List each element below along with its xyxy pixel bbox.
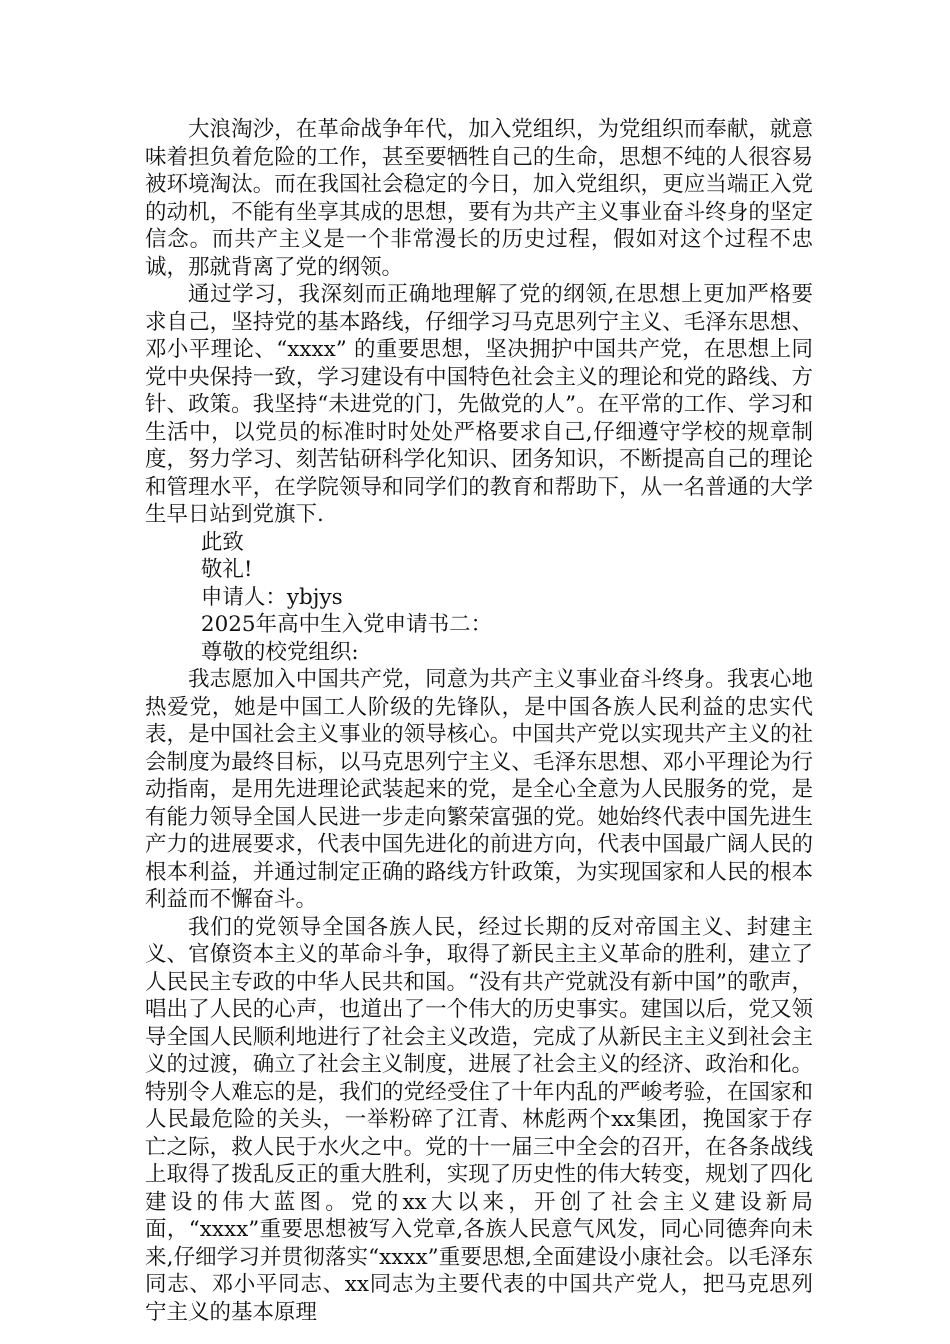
applicant-signature: 申请人：ybjys xyxy=(200,584,343,610)
document-body xyxy=(145,116,813,1326)
closing-salutation: 此致 xyxy=(200,529,244,555)
paragraph-pledge: 我志愿加入中国共产党，同意为共产主义事业奋斗终身。我衷心地热爱党，她是中国工人阶级的先锋队，是中国各族人民利益的忠实代表，是中国社会主义事业的领导核心。中国共产党以实现共产主义的社会制度为最终目标，以马克思列宁主义、毛泽东思想、邓小平理论为行动指南，是用先进理论武装起来的党，是全心全意为人民服务的党，是有能力领导全国人民进一步走向繁荣富强的党。她始终代表中国先进生产力的进展要求，代表中国先进化的前进方向，代表中国最广阔人民的根本利益，并通过制定正确的路线方针政策，为实现国家和人民的根本利益而不懈奋斗。 xyxy=(145,667,813,912)
paragraph-history: 大浪淘沙，在革命战争年代，加入党组织，为党组织而奉献，就意味着担负着危险的工作，甚至要牺牲自己的生命，思想不纯的人很容易被环境淘汰。而在我国社会稳定的今日，加入党组织，更应当端正入党的动机，不能有坐享其成的思想，要有为共产主义事业奋斗终身的坚定信念。而共产主义是一个非常漫长的历史过程，假如对这个过程不忠诚，那就背离了党的纲领。 xyxy=(145,117,813,280)
paragraph-party-history: 我们的党领导全国各族人民，经过长期的反对帝国主义、封建主义、官僚资本主义的革命斗争，取得了新民主主义革命的胜利，建立了人民民主专政的中华人民共和国。“没有共产党就没有新中国”的歌声，唱出了人民的心声，也道出了一个伟大的历史事实。建国以后，党又领导全国人民顺利地进行了社会主义改造，完成了从新民主主义到社会主义的过渡，确立了社会主义制度，进展了社会主义的经济、政治和化。特别令人难忘的是，我们的党经受住了十年内乱的严峻考验，在国家和人民最危险的关头，一举粉碎了江青、林彪两个xx集团，挽国家于存亡之际，救人民于水火之中。党的十一届三中全会的召开，在各条战线上取得了拨乱反正的重大胜利，实现了历史性的伟大转变，规划了四化建设的伟大蓝图。党的xx大以来，开创了社会主义建设新局面，“xxxx”重要思想被写入党章,各族人民意气风发，同心同德奔向未来,仔细学习并贯彻落实“xxxx”重要思想,全面建设小康社会。以毛泽东同志、邓小平同志、xx同志为主要代表的中国共产党人，把马克思列宁主义的基本原理 xyxy=(145,914,813,1325)
paragraph-study: 通过学习，我深刻而正确地理解了党的纲领,在思想上更加严格要求自己，坚持党的基本路线，仔细学习马克思列宁主义、毛泽东思想、邓小平理论、“xxxx” 的重要思想，坚决拥护中国共产党，在思想上同党中央保持一致，学习建设有中国特色社会主义的理论和党的路线、方针、政策。我坚持“未进党的门，先做党的人”。在平常的工作、学习和生活中，以党员的标准时时处处严格要求自己,仔细遵守学校的规章制度，努力学习、刻苦钻研科学化知识、团务知识，不断提高自己的理论和管理水平，在学院领导和同学们的教育和帮助下，从一名普通的大学生早日站到党旗下. xyxy=(145,282,813,527)
section-title: 2025年高中生入党申请书二： xyxy=(200,612,493,637)
closing-respect: 敬礼! xyxy=(200,557,253,582)
greeting: 尊敬的校党组织: xyxy=(200,639,359,665)
